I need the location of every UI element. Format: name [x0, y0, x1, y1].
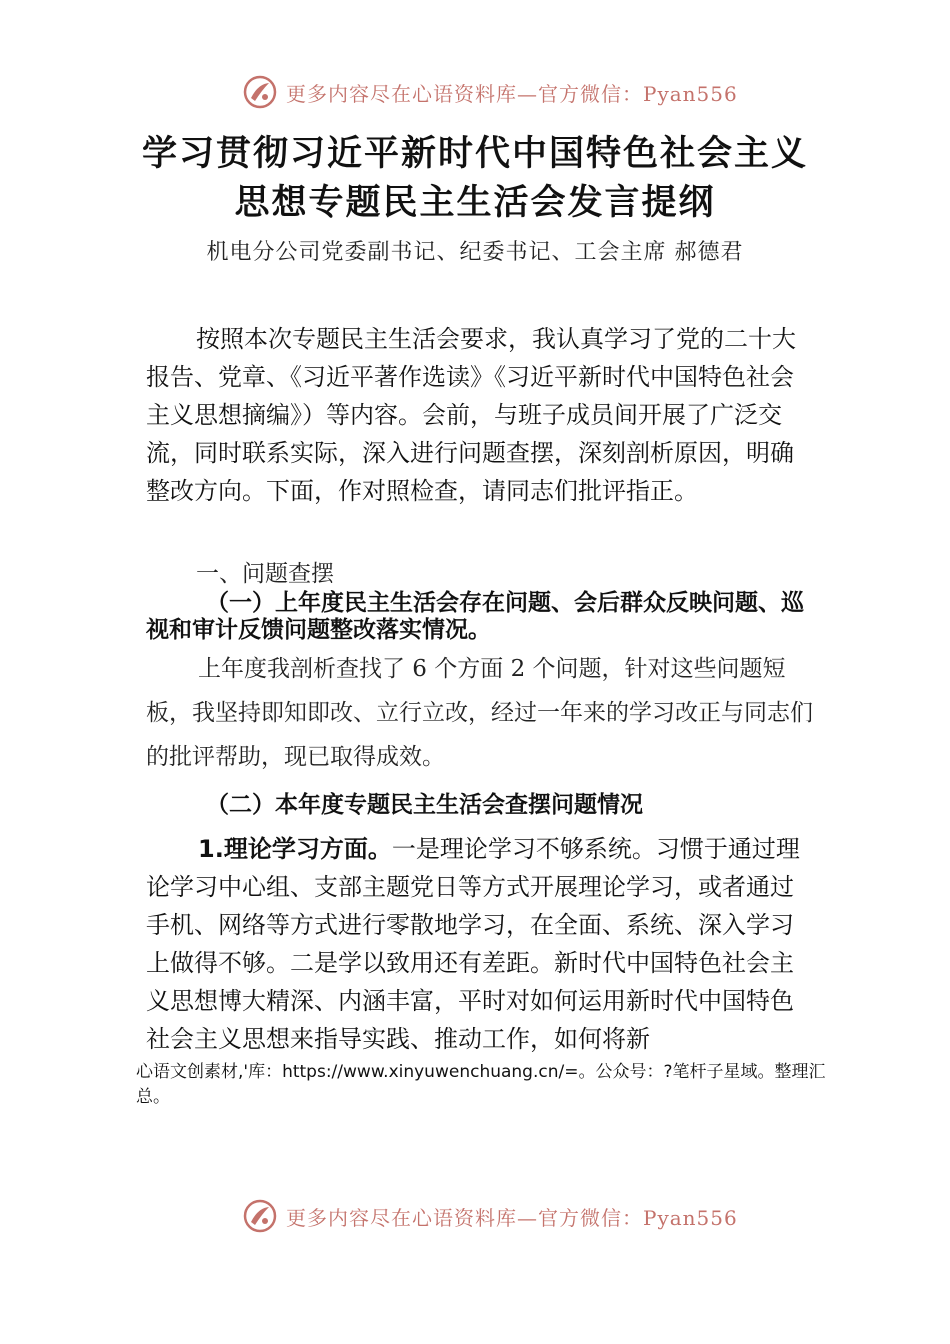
item-1-paragraph: [146, 830, 816, 1058]
item-1-body: 一是理论学习不够系统。习惯于通过理论学习中心组、支部主题党日等方式开展理论学习，或者通过手机、网络等方式进行零散地学习，在全面、系统、深入学习上做得不够。二是学以致用还有差距。新时代中国特色社会主义思想博大精深、内涵丰富，平时对如何运用新时代中国特色社会主义思想来指导实践、推动工作，如何将新: [146, 835, 800, 1053]
title-line-2: 思想专题民主生活会发言提纲: [234, 182, 716, 223]
item-1-lead: 1.理论学习方面。: [198, 835, 392, 863]
subsection-2-heading: （二）本年度专题民主生活会查摆问题情况: [206, 792, 643, 818]
source-footnote: 心语文创素材,'库：https://www.xinyuwenchuang.cn/=。公众号：?笔杆子星域。整理汇总。: [136, 1062, 826, 1107]
watermark-text: 更多内容尽在心语资料库—官方微信：Pyan556: [286, 81, 738, 106]
subsection-1-body: 上年度我剖析查找了 6 个方面 2 个问题，针对这些问题短板，我坚持即知即改、立行立改，经过一年来的学习改正与同志们的批评帮助，现已取得成效。: [146, 656, 813, 770]
intro-paragraph: 按照本次专题民主生活会要求，我认真学习了党的二十大报告、党章、《习近平著作选读》《习近平新时代中国特色社会主义思想摘编》）等内容。会前，与班子成员间开展了广泛交流，同时联系实际，深入进行问题查摆，深刻剖析原因，明确整改方向。下面，作对照检查，请同志们批评指正。: [146, 325, 796, 505]
title-line-1: 学习贯彻习近平新时代中国特色社会主义: [141, 133, 808, 174]
section-heading: 一、问题查摆: [196, 561, 334, 587]
watermark-header: [242, 72, 762, 112]
watermark-text: 更多内容尽在心语资料库—官方微信：Pyan556: [286, 1205, 738, 1230]
subsection-1-heading: （一）上年度民主生活会存在问题、会后群众反映问题、巡视和审计反馈问题整改落实情况。: [146, 590, 804, 643]
author-line: 机电分公司党委副书记、纪委书记、工会主席 郝德君: [206, 240, 744, 265]
logo-icon: [242, 74, 278, 110]
watermark-footer: [242, 1196, 762, 1236]
logo-icon: [242, 1198, 278, 1234]
